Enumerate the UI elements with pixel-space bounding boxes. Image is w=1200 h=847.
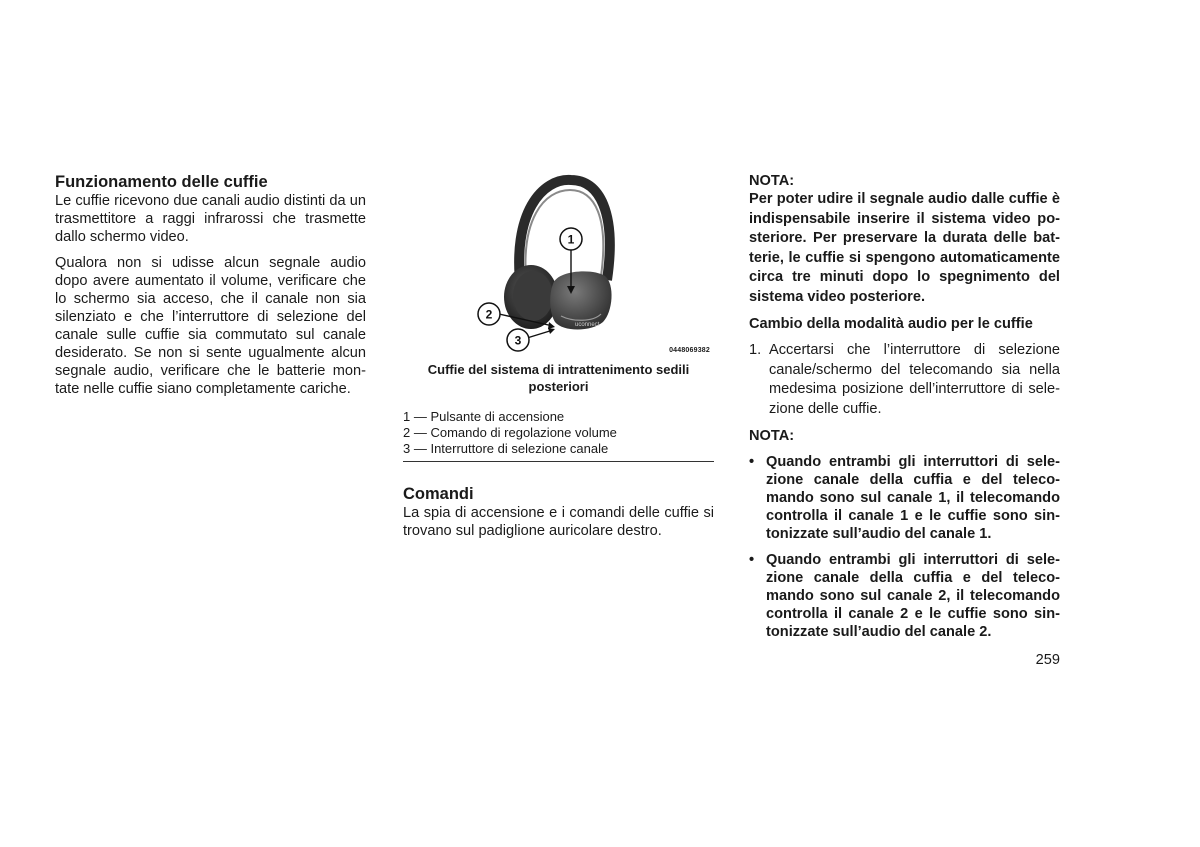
note-label: NOTA: <box>749 173 795 189</box>
bullet-text: Quando entrambi gli interruttori di sele-zione canale della cuffia e del teleco-mando sono sul canale 1, il telecomando controlla il canale 1 e le cuffie sono sin-tonizzate sull’audio del canale 1. <box>766 454 1060 542</box>
bullet-text: Quando entrambi gli interruttori di sele-zione canale della cuffia e del teleco-mando sono sul canale 2, il telecomando controlla il canale 2 e le cuffie sono sin-tonizzate sull’audio del canale 2. <box>766 552 1060 640</box>
subheading-audio-mode: Cambio della modalità audio per le cuffie <box>749 316 1033 332</box>
figure-legend <box>403 409 714 462</box>
numbered-step <box>749 341 1060 419</box>
step-number: 1. <box>749 342 762 358</box>
headphones-illustration <box>403 172 714 357</box>
figure-code: 0448069382 <box>669 347 710 354</box>
paragraph: La spia di accensione e i comandi delle cuffie si trovano sul padiglione auricolare destro. <box>403 505 714 539</box>
section-heading-headphones-operation: Funzionamento delle cuffie <box>55 173 268 191</box>
svg-text:2: 2 <box>485 307 493 322</box>
bullet-item <box>749 551 1060 641</box>
paragraph: Qualora non si udisse alcun segnale audio dopo avere aumentato il volume, verificare che lo schermo sia acceso, che il canale non sia silenziato e che l’interruttore di selezione del canale sulle cuffie sia commutato sul canale desiderato. Se non si sente ugualmente alcun segnale audio, verificare che le batterie mon-tate nelle cuffie siano completamente cariche. <box>55 255 366 397</box>
legend-item: 1 — Pulsante di accensione <box>403 409 565 424</box>
step-text: Accertarsi che l’interruttore di selezione canale/schermo del telecomando sia nella medesima posizione dell’interruttore di sele-zione delle cuffie. <box>769 342 1060 417</box>
paragraph: Le cuffie ricevono due canali audio distinti da un trasmettitore a raggi infrarossi che trasmette dallo schermo video. <box>55 193 366 245</box>
brand-logo-text: uconnect <box>575 322 600 328</box>
note-label: NOTA: <box>749 428 795 444</box>
headphones-figure <box>403 172 714 357</box>
page-number: 259 <box>1035 652 1060 668</box>
legend-item: 2 — Comando di regolazione volume <box>403 425 617 440</box>
bullet-mark: • <box>749 552 755 568</box>
note-text: Per poter udire il segnale audio dalle cuffie è indispensabile inserire il sistema video po-steriore. Per preservare la durata delle bat-terie, le cuffie si spengono automaticamente circa tre minuti dopo lo spegnimento del sistema video posteriore. <box>749 191 1060 305</box>
column-right <box>749 172 1060 641</box>
column-middle <box>403 172 714 540</box>
column-left <box>55 172 366 398</box>
bullet-item <box>749 453 1060 543</box>
svg-text:1: 1 <box>567 232 575 247</box>
bullet-mark: • <box>749 454 755 470</box>
legend-item: 3 — Interruttore di selezione canale <box>403 441 609 456</box>
svg-text:3: 3 <box>514 333 522 348</box>
section-heading-controls: Comandi <box>403 485 474 503</box>
figure-caption: Cuffie del sistema di intrattenimento sedili posteriori <box>427 362 690 394</box>
